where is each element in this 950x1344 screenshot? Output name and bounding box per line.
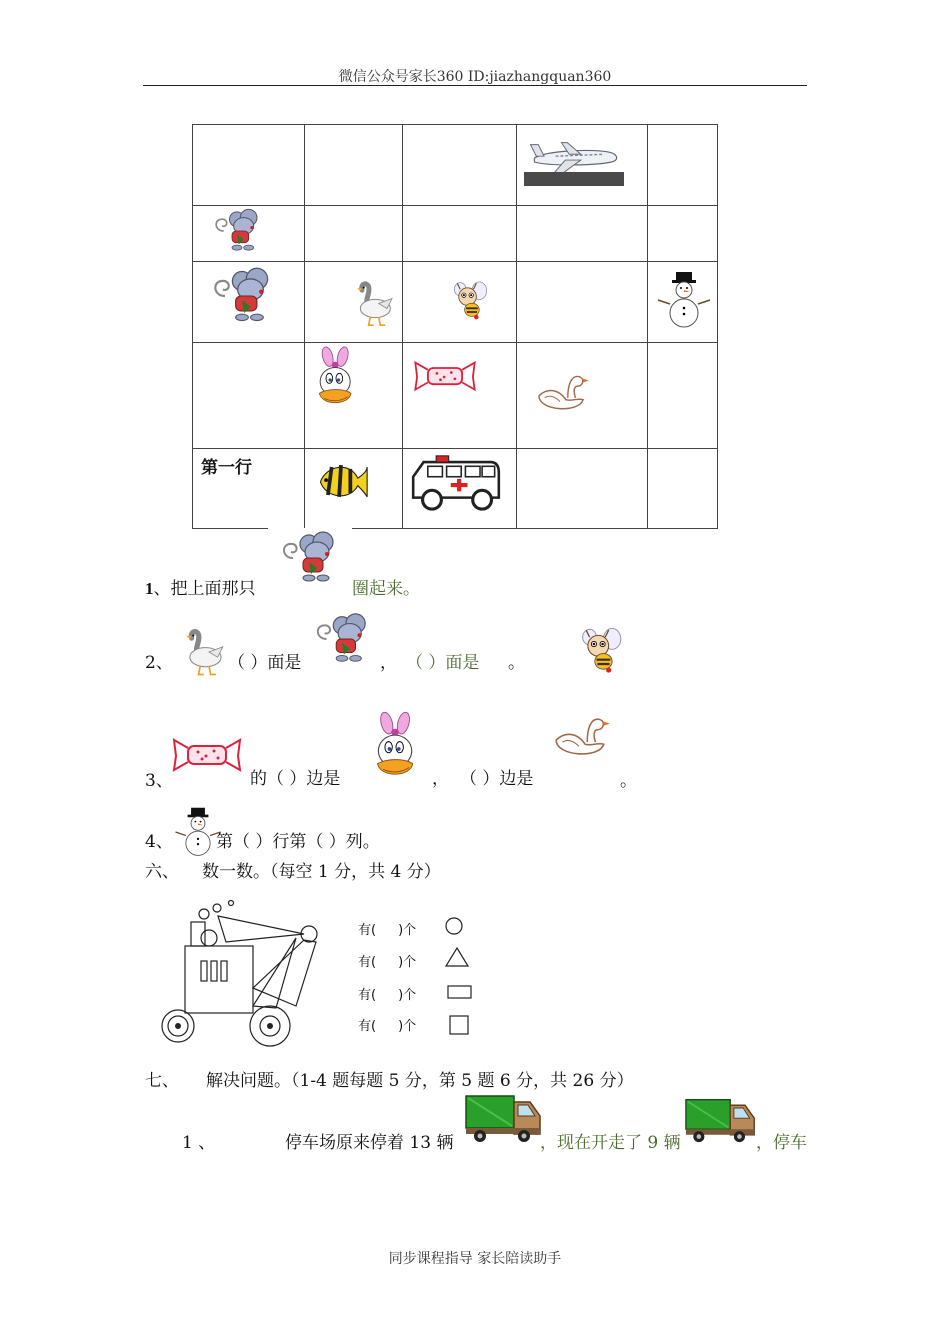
grid-cell: [403, 262, 517, 343]
goose-icon: [347, 276, 397, 331]
problem-1-text: ，现在开走了 9 辆: [540, 1133, 681, 1153]
row-label: 第一行: [201, 458, 252, 478]
figure-circle: [201, 930, 217, 946]
question-text: 、把上面那只: [153, 579, 256, 599]
count-row: [358, 984, 416, 1003]
question-text: 圈起来。: [352, 579, 420, 599]
candy-icon: [413, 359, 477, 395]
mouse-icon: [207, 206, 267, 256]
mouse-icon: [276, 528, 342, 588]
grid-cell: [648, 262, 718, 343]
figure-quadrilateral: [253, 940, 316, 1006]
truck-icon: [464, 1092, 544, 1144]
count-row: [358, 951, 416, 970]
picture-grid: [192, 124, 718, 529]
square-icon: [448, 1014, 472, 1038]
circle-icon: [444, 916, 464, 936]
grid-cell: [648, 206, 718, 262]
question-2-text: （ ）面是: [406, 653, 480, 673]
count-suffix: )个: [398, 1019, 417, 1034]
grid-cell: [517, 262, 648, 343]
question-2-text: （ ）面是: [228, 653, 302, 673]
swan-icon: [550, 710, 612, 764]
page-footer: 同步课程指导 家长陪读助手: [388, 1251, 562, 1267]
swan-icon: [533, 369, 591, 417]
grid-cell: [193, 206, 305, 262]
figure-rectangle: [221, 961, 227, 981]
grid-cell: [648, 125, 718, 206]
grid-cell: [403, 206, 517, 262]
grid-cell: [403, 343, 517, 449]
figure-circle: [213, 904, 221, 912]
grid-cell: [193, 343, 305, 449]
figure-rectangle: [211, 961, 217, 981]
triangle-icon: [444, 946, 470, 968]
grid-cell: [193, 125, 305, 206]
figure-circle: [229, 901, 234, 906]
question-number: 1: [145, 579, 154, 598]
grid-cell: [403, 449, 517, 529]
count-row: [358, 1015, 416, 1034]
header-divider: [143, 85, 807, 86]
section-7-number: 七、: [145, 1071, 179, 1091]
section-6-number: 六、: [145, 862, 179, 882]
question-2-end: 。: [508, 653, 525, 673]
daisy-duck-icon: [311, 343, 361, 417]
figure-triangle: [218, 916, 304, 942]
question-3-separator: ，: [432, 769, 449, 789]
grid-cell: [517, 125, 648, 206]
daisy-duck-icon: [368, 712, 424, 786]
grid-cell: [648, 343, 718, 449]
question-2-separator: ，: [380, 653, 397, 673]
rectangle-icon: [446, 984, 474, 1002]
truck-icon: [684, 1096, 758, 1144]
problem-1-number: 1 、: [182, 1133, 216, 1153]
grid-cell: [305, 449, 403, 529]
grid-cell: [517, 206, 648, 262]
bee-icon: [574, 622, 626, 680]
grid-cell: [517, 343, 648, 449]
fish-icon: [313, 457, 369, 505]
mouse-icon: [207, 264, 277, 328]
figure-circle: [199, 909, 209, 919]
grid-cell: [648, 449, 718, 529]
mouse-icon: [310, 610, 374, 668]
question-3-text: （ ）边是: [460, 769, 534, 789]
grid-cell: [193, 449, 305, 529]
snowman-icon: [652, 270, 716, 330]
figure-rectangle: [185, 946, 253, 1013]
grid-cell: [305, 343, 403, 449]
bee-icon: [447, 276, 491, 326]
section-6-title: 数一数。（每空 1 分，共 4 分）: [202, 862, 441, 882]
page-header: 微信公众号家长360 ID:jiazhangquan360: [338, 69, 612, 85]
grid-cell: [193, 262, 305, 343]
ambulance-icon: [409, 451, 503, 515]
grid-cell: [305, 125, 403, 206]
grid-cell: [403, 125, 517, 206]
question-4-text: 第（ ）行第（ ）列。: [216, 832, 380, 852]
question-1: [145, 574, 256, 599]
question-3-end: 。: [620, 771, 637, 791]
question-2-number: 2、: [145, 653, 173, 673]
count-prefix: 有(: [358, 955, 377, 970]
question-4-number: 4、: [145, 832, 173, 852]
figure-rectangle: [201, 961, 207, 981]
question-3-number: 3、: [145, 771, 173, 791]
problem-1-text: 停车场原来停着 13 辆: [285, 1133, 454, 1153]
candy-icon: [172, 736, 242, 776]
grid-cell: [305, 262, 403, 343]
problem-1-text: ，停车: [756, 1133, 807, 1153]
count-prefix: 有(: [358, 1019, 377, 1034]
question-3-text: 的（ ）边是: [250, 769, 341, 789]
airplane-shadow: [524, 172, 624, 186]
mouse-picture-frame: [268, 528, 352, 590]
section-7-title: 解决问题。（1-4 题每题 5 分，第 5 题 6 分，共 26 分）: [206, 1071, 634, 1091]
count-suffix: )个: [398, 955, 417, 970]
count-suffix: )个: [398, 923, 417, 938]
count-suffix: )个: [398, 988, 417, 1003]
grid-cell: [305, 206, 403, 262]
grid-cell: [517, 449, 648, 529]
goose-icon: [176, 624, 228, 680]
count-prefix: 有(: [358, 988, 377, 1003]
shape-vehicle-figure: [156, 898, 326, 1054]
count-prefix: 有(: [358, 923, 377, 938]
count-row: [358, 919, 416, 938]
